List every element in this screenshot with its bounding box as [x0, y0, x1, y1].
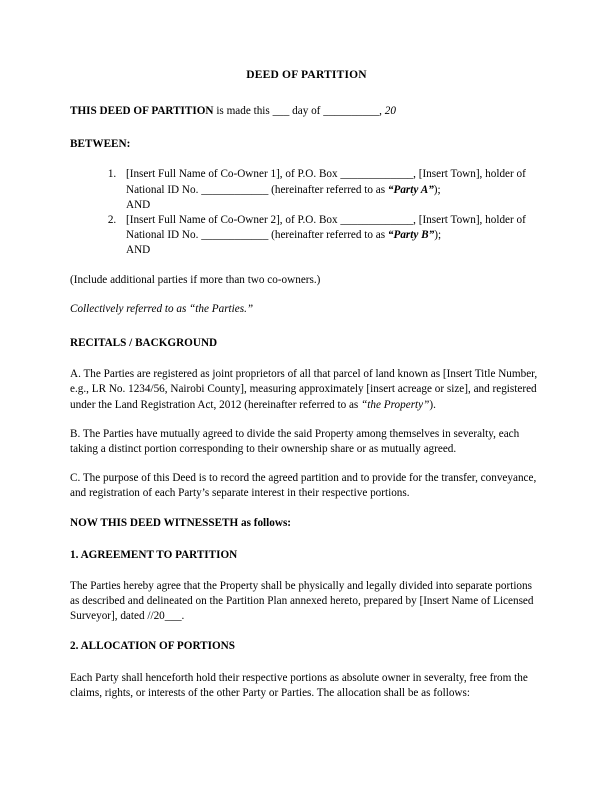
blank-national-id: ____________ [201, 229, 269, 242]
intro-paragraph [70, 104, 543, 119]
blank-day: ___ [272, 105, 290, 117]
list-item [119, 167, 543, 213]
party-a-label: “Party A” [387, 183, 434, 196]
party-text-3: (hereinafter referred to as [268, 183, 388, 196]
party-text-4: ); [433, 183, 441, 196]
section-2-body: Each Party shall henceforth hold their respective portions as absolute owner in severalty, free from the claims, rights, or interests of the other Party or Parties. The allocation shall be as follows: [70, 671, 528, 700]
section-2-heading: 2. ALLOCATION OF PORTIONS [70, 639, 235, 652]
between-heading: BETWEEN: [70, 138, 131, 151]
recital-a-text-1: A. The Parties are registered as joint proprietors of all that parcel of land known as [Insert Title Number, e.g., LR No. 1234/56, Nairobi County], measuring approximately [insert acreage or size], and registered under the Land Registration Act, 2012 (hereinafter referred to as [70, 368, 538, 411]
party-text-4: ); [434, 229, 442, 242]
intro-bold-lead: THIS DEED OF PARTITION [70, 105, 214, 117]
list-item [119, 213, 543, 259]
collectively-line: Collectively referred to as “the Parties.” [70, 302, 254, 315]
party-text-2: , [Insert Town], holder of National ID No. [126, 168, 526, 196]
and-connector: AND [126, 244, 151, 257]
intro-text-2: day of [289, 105, 324, 117]
intro-year: , 20 [379, 105, 396, 117]
recital-a [70, 367, 543, 413]
blank-po-box: _____________ [340, 214, 414, 227]
and-connector: AND [126, 198, 151, 211]
blank-po-box: _____________ [340, 168, 414, 181]
witnesseth-heading: NOW THIS DEED WITNESSETH as follows: [70, 516, 292, 529]
party-text-1: [Insert Full Name of Co-Owner 1], of P.O. Box [126, 168, 341, 181]
blank-month: __________ [323, 105, 380, 117]
party-b-label: “Party B” [387, 229, 435, 242]
property-label: “the Property” [361, 398, 430, 411]
party-text-1: [Insert Full Name of Co-Owner 2], of P.O. Box [126, 214, 341, 227]
party-text-2: , [Insert Town], holder of National ID No. [126, 214, 526, 242]
intro-text-1: is made this [213, 105, 273, 117]
include-additional-note: (Include additional parties if more than two co-owners.) [70, 273, 321, 286]
recital-c: C. The purpose of this Deed is to record the agreed partition and to provide for the transfer, conveyance, and registration of each Party’s separate interest in their respective portions. [70, 472, 537, 500]
recital-a-text-2: ). [429, 398, 436, 411]
section-1-heading: 1. AGREEMENT TO PARTITION [70, 548, 238, 561]
recitals-heading: RECITALS / BACKGROUND [70, 337, 218, 350]
blank-national-id: ____________ [201, 183, 269, 196]
party-text-3: (hereinafter referred to as [268, 229, 388, 242]
page-title: DEED OF PARTITION [246, 69, 367, 81]
section-1-body: The Parties hereby agree that the Property shall be physically and legally divided into separate portions as described and delineated on the Partition Plan annexed hereto, prepared by [Insert Name of Licensed Surveyor], dated //20___. [70, 580, 534, 623]
recital-b: B. The Parties have mutually agreed to divide the said Property among themselves in severalty, each taking a distinct portion corresponding to their ownership share or as mutually agreed. [70, 427, 520, 456]
parties-list [70, 167, 543, 258]
